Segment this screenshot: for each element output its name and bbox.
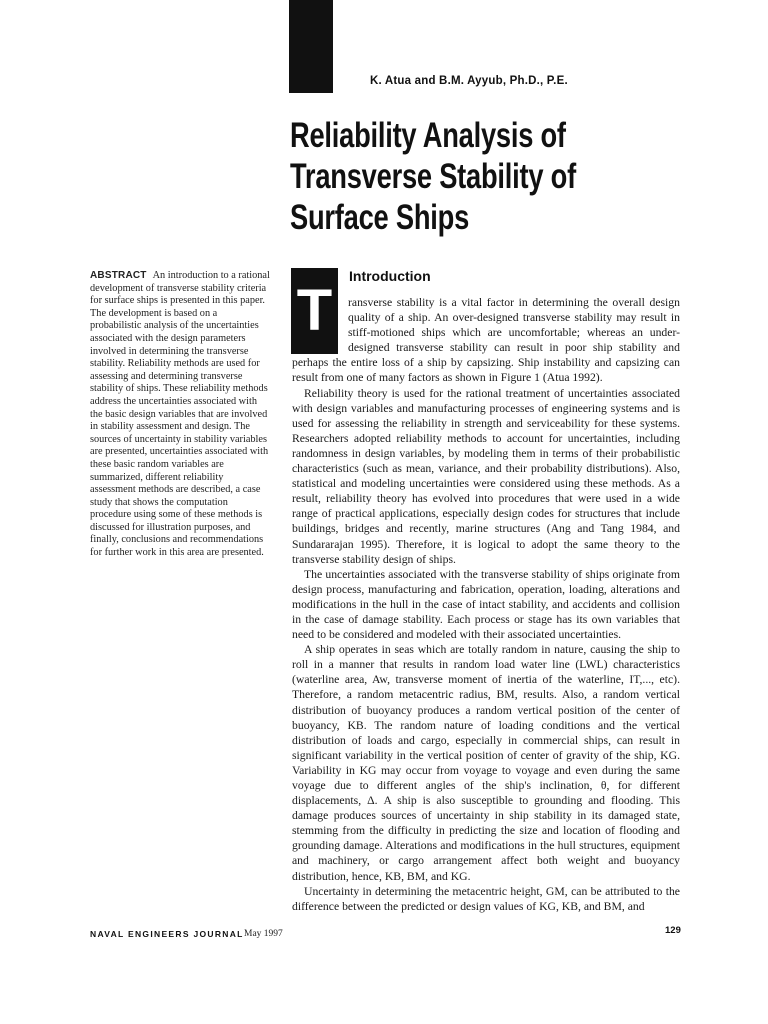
body-paragraph: Uncertainty in determining the metacentric height, GM, can be attributed to the difference between the predicted or design values of KG, KB, and BM, and bbox=[292, 884, 680, 913]
footer-date: May 1997 bbox=[244, 929, 283, 939]
abstract-text: An introduction to a rational development of transverse stability criteria for surface ships is presented in this paper. The development is based on a probabilistic analysis of the uncertainties associated with the design parameters involved in determining the transverse stability. Reliability methods are used for assessing and determining transverse stability of ships. These reliability methods address the uncertainties associated with the basic design variables that are involved in stability assessment and design. The sources of uncertainty in stability variables are presented, uncertainties associated with these basic random variables are summarized, different reliability assessment methods are described, a case study that shows the computation procedure using some of these methods is discussed for illustration purposes, and finally, conclusions and recommendations for further work in this area are presented. bbox=[90, 270, 270, 559]
page-number: 129 bbox=[665, 925, 681, 936]
body-paragraph: ransverse stability is a vital factor in determining the overall design quality of a ship. An over-designed transverse stability may result in stiff-motioned ships which are uncomfortable; whereas an under-designed transverse stability can result in poor ship stability and perhaps the entire loss of a ship by capsizing. Ship instability and capsizing can result from one of many factors as shown in Figure 1 (Atua 1992). bbox=[292, 296, 680, 385]
introduction-body bbox=[292, 295, 680, 914]
body-paragraph: The uncertainties associated with the transverse stability of ships originate from design process, manufacturing and fabrication, operation, loading, alterations and modifications in the hull in the case of intact stability, and accidents and collision in the case of damage stability. Each process or stage has its own variables that need to be considered and modeled with their associated uncertainties. bbox=[292, 567, 680, 642]
title-line: Transverse Stability of bbox=[290, 157, 576, 196]
abstract bbox=[90, 270, 270, 560]
title-line: Reliability Analysis of bbox=[290, 116, 566, 155]
body-paragraph: Reliability theory is used for the rational treatment of uncertainties associated with design variables and manufacturing processes of engineering systems and is used for assessing the reliability in strength and serviceability for these systems. Researchers adopted reliability methods to account for uncertainties, including randomness in design variables, by modeling them in terms of their probabilistic characteristics (such as mean, variance, and their probability distributions). Also, statistical and modeling uncertainties were considered using these methods. As a result, reliability theory has evolved into procedures that were used in a wide range of practical applications, especially design codes for structures that include buildings, bridges and recently, marine structures (Ang and Tang 1984, and Sundararajan 1995). Therefore, it is logical to adopt the same theory to the transverse stability design of ships. bbox=[292, 386, 680, 566]
drop-cap: T bbox=[291, 268, 338, 354]
section-heading-introduction: Introduction bbox=[349, 268, 431, 284]
author-line: K. Atua and B.M. Ayyub, Ph.D., P.E. bbox=[370, 75, 568, 87]
decorative-header-bar bbox=[289, 0, 333, 93]
body-paragraph: A ship operates in seas which are totally random in nature, causing the ship to roll in a manner that results in random load water line (LWL) characteristics (waterline area, Aw, transverse moment of inertia of the waterline, IT,..., etc). Therefore, a random metacentric radius, BM, results. Also, a random vertical distribution of buoyancy produces a random vertical position of the center of buoyancy, KB. The random nature of loading conditions and the vertical distribution of loads and cargo, especially in commercial ships, can result in significant variability in the vertical position of center of gravity of the ship, KG. Variability in KG may occur from voyage to voyage and even during the same voyage due to different angles of the ship's inclination, θ, for different displacements, Δ. A ship is also susceptible to grounding and flooding. This damage produces sources of uncertainty in ship stability in its damaged state, stemming from the difficulty in predicting the size and location of flooding and grounding damage. Alterations and modifications in the hull structures, equipment and machinery, or cargo arrangement affect both weight and buoyancy distribution, hence, KB, BM, and KG. bbox=[292, 643, 680, 883]
paper-title bbox=[290, 115, 602, 238]
abstract-heading: ABSTRACT bbox=[90, 270, 147, 281]
footer-journal-name: NAVAL ENGINEERS JOURNAL bbox=[90, 929, 244, 939]
title-line: Surface Ships bbox=[290, 198, 470, 237]
